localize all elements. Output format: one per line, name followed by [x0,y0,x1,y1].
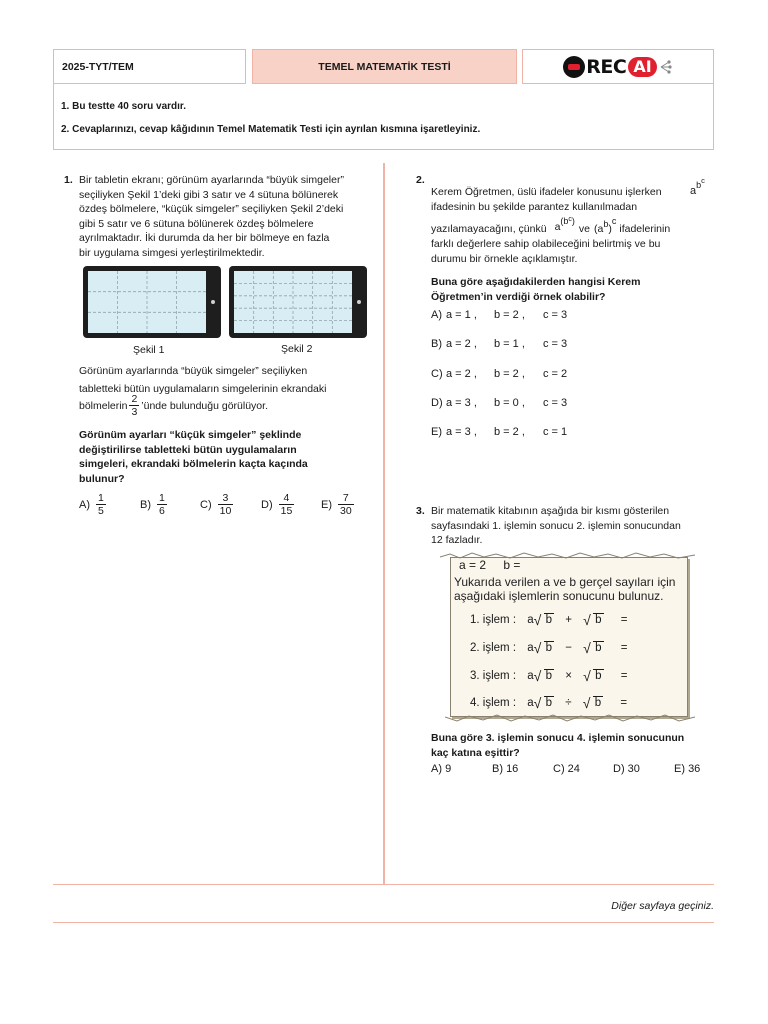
q2-question-line: Öğretmen’in verdiği örnek olabilir? [431,290,606,303]
exam-code-text: 2025-TYT/TEM [62,60,134,73]
sqrt-b [583,697,603,709]
q1-question-line: bulunur? [79,472,125,485]
q3-option-d[interactable] [613,763,640,775]
q2-line2: ifadesinin bu şekilde parantez kullanılmadan [431,201,638,213]
option-num: 1 [159,492,165,504]
option-fraction [218,492,234,518]
op-sign: − [565,642,572,654]
q1-option-c[interactable] [200,492,233,518]
expr-exp-b: b [696,180,702,190]
sqrt-b [534,614,554,626]
option-a-val: a = 2 , [446,368,477,380]
sqrt-b [534,670,554,682]
q1-line: seçiliyken Şekil 1’deki gibi 3 satır ve 4 sütuna bölünerek [79,188,339,201]
q1-line: özdeş bölmelere, “küçük simgeler” seçiliyken Şekil 2’deki [79,203,344,215]
sqrt-b-value: b [545,670,553,682]
option-c-val: c = 3 [543,397,568,409]
q1-line: bir uygulama simgesi yerleştirilmektedir. [79,246,265,259]
tablet-button-2 [357,300,361,304]
note-a-value: a = 2 [459,558,487,572]
option-b-val: b = 2 , [494,426,525,438]
option-c-val: c = 3 [543,338,568,350]
option-label: A) [431,309,442,321]
q2-question-line: Buna göre aşağıdakilerden hangisi Kerem [431,276,641,288]
q1-option-d[interactable] [261,492,294,518]
q1-line: gibi 5 satır ve 6 sütuna bölünerek özdeş bölmelere [79,217,314,230]
instruction-2: 2. Cevaplarınızı, cevap kâğıdının Temel Matematik Testi için ayrılan kısmına işaretleyiniz. [61,124,481,135]
sqrt-b-value: b [545,614,553,626]
option-a-val: a = 1 , [446,309,477,321]
fraction-two-thirds [129,393,139,419]
note-op-1 [470,614,627,626]
logo-rec-text: REC [586,55,627,78]
option-label: D) [431,397,443,409]
expr-base: a [690,185,697,197]
network-icon [659,59,673,75]
fig1-caption: Şekil 1 [133,344,165,356]
op-label: 4. işlem : [470,697,517,709]
q2-option-d[interactable] [431,397,568,409]
tablet-figure-2 [229,266,367,338]
logo-ai-text: AI [628,57,656,77]
note-desc [454,575,675,603]
sqrt-b [534,642,554,654]
option-label: A) [79,499,90,511]
instructions-box [53,84,714,150]
op-sign: ÷ [565,697,572,709]
op-var-a: a [527,642,534,654]
sqrt-b-value: b [594,697,602,709]
option-den: 6 [159,505,165,517]
option-den: 15 [280,505,293,517]
q1-question-line: değiştirilirse tabletteki bütün uygulamaların [79,443,297,456]
op-label: 2. işlem : [470,642,517,654]
option-value: 30 [627,763,640,775]
q2-option-a[interactable] [431,309,568,321]
sqrt-b-value: b [595,614,602,626]
option-value: 24 [567,763,580,775]
option-label: B) [492,763,503,775]
option-label: C) [553,763,565,775]
option-a-val: a = 3 , [446,397,477,409]
column-divider [383,163,385,885]
op-var-a: a [527,670,534,682]
option-den: 30 [340,505,352,517]
q1-fraction-line [79,393,268,419]
expr-paren-ab-c: (ab)c [594,216,617,235]
grid-5x6 [234,271,352,333]
q3-line: sayfasındaki 1. işlemin sonucu 2. işlemin sonucundan [431,519,681,532]
expr-exp-c: c [701,176,705,185]
option-label: B) [140,499,151,511]
q3-question-line: kaç katına eşittir? [431,746,520,759]
option-den: 10 [219,505,232,517]
option-label: E) [431,426,442,438]
op-label: 3. işlem : [470,670,517,682]
exam-code [53,49,246,84]
book-excerpt [450,557,688,717]
sqrt-b [534,697,554,709]
footer-divider-bottom [53,922,714,923]
q1-question [79,428,308,486]
note-op-4 [470,697,627,709]
note-b-value: b = [503,558,521,572]
option-c-val: c = 1 [543,426,568,438]
option-c-val: c = 3 [543,309,568,321]
q1-question-line: Görünüm ayarları “küçük simgeler” şeklinde [79,429,302,441]
fraction-num: 2 [131,393,138,405]
option-value: 16 [506,763,519,775]
expr-a-paren-bc [554,216,575,237]
q2-number: 2. [416,174,425,186]
option-b-val: b = 0 , [494,397,525,409]
op-equals: = [620,697,628,709]
q3-line: 12 fazladır. [431,534,483,546]
q2-line3-a: yazılamayacağını, çünkü [431,223,547,235]
sqrt-b-value: b [595,670,602,682]
q2-ve: ve [578,223,591,235]
q2-option-b[interactable] [431,338,568,350]
option-num: 3 [222,492,229,504]
next-page-note: Diğer sayfaya geçiniz. [611,900,714,912]
tablet-figure-1 [83,266,221,338]
option-b-val: b = 2 , [494,368,525,380]
q3-body [431,504,681,548]
q3-option-a[interactable] [431,763,451,775]
tablet-screen-1 [88,271,206,333]
q2-option-e[interactable] [431,426,568,438]
option-b-val: b = 2 , [494,309,525,321]
option-num: 4 [283,492,290,504]
op-equals: = [620,614,628,626]
q1-option-e[interactable] [321,492,354,518]
q1-after [79,363,326,397]
q2-expression-abc [690,176,705,197]
option-c-val: c = 2 [543,368,568,380]
option-b-val: b = 1 , [494,338,525,350]
q1-line: ayrılmaktadır. İki durumda da her bir bölmeye en fazla [79,232,330,244]
op-sign: × [565,670,572,682]
q3-option-b[interactable] [492,763,518,775]
op-var-a: a [527,614,534,626]
torn-edge-top [440,551,695,561]
option-num: 1 [98,492,104,504]
q2-question [431,275,640,304]
note-desc-line: Yukarıda verilen a ve b gerçel sayıları için [454,575,676,589]
q2-line4: farklı değerlere sahip olabileceğini belirtmiş ve bu [431,238,661,250]
op-equals: = [620,642,628,654]
option-value: 36 [688,763,701,775]
fraction-prefix: bölmelerin [79,399,128,412]
option-label: E) [321,499,332,511]
q1-option-a[interactable] [79,492,106,518]
fraction-suffix: ’ünde bulunduğu görülüyor. [141,399,268,412]
expr-exp-b: b [563,216,569,226]
q2-line3-b: ifadelerinin [619,223,671,235]
note-op-3 [470,670,627,682]
q1-line: Bir tabletin ekranı; görünüm ayarlarında “büyük simgeler” [79,174,344,186]
note-desc-line: aşağıdaki işlemlerin sonucunu bulunuz. [454,589,664,603]
option-fraction [279,492,295,518]
option-fraction [338,492,354,518]
note-op-2 [470,642,627,654]
grid-3x4 [88,271,206,333]
q3-option-e[interactable] [674,763,700,775]
tablet-button-1 [211,300,215,304]
q2-line1: Kerem Öğretmen, üslü ifadeler konusunu işlerken [431,186,662,198]
option-label: C) [431,368,443,380]
option-a-val: a = 3 , [446,426,477,438]
expr-exp-c: c [568,216,572,223]
sqrt-b [583,642,603,654]
expr-base: a [554,221,561,233]
expr-base: a [597,223,604,235]
q3-number: 3. [416,505,425,517]
q2-line5: durumu bir örnekle açıklamıştır. [431,253,578,265]
q3-option-c[interactable] [553,763,580,775]
op-sign: + [565,614,572,626]
q1-option-b[interactable] [140,492,167,518]
q1-number: 1. [64,174,73,186]
test-title [252,49,517,84]
q2-option-c[interactable] [431,368,568,380]
footer-divider-top [53,884,714,885]
sqrt-b-value: b [595,642,602,654]
q3-question [431,731,684,760]
logo-box [522,49,714,84]
q1-question-line: simgeleri, ekrandaki bölmelerin kaçta kaçında [79,458,308,470]
option-label: E) [674,763,685,775]
option-label: D) [613,763,625,775]
instruction-1: 1. Bu testte 40 soru vardır. [61,101,187,112]
option-den: 5 [98,505,104,517]
torn-edge-bottom [445,712,695,724]
expr-exp: $(b^c)$ [560,216,575,226]
op-label: 1. işlem : [470,614,517,626]
option-a-val: a = 2 , [446,338,477,350]
option-label: D) [261,499,273,511]
expr-exp-c: c [611,216,617,226]
q1-body [79,173,344,260]
q1-after-line: tabletteki bütün uygulamaların simgelerinin ekrandaki [79,383,327,395]
sqrt-b-value: b [545,642,553,654]
option-label: C) [200,499,212,511]
expr-exp-b: b [603,219,609,229]
logo-mark-icon [563,56,585,78]
option-fraction [96,492,106,518]
option-value: 9 [445,763,452,775]
test-title-text: TEMEL MATEMATİK TESTİ [318,60,451,73]
sqrt-b [583,614,603,626]
option-fraction [157,492,167,518]
q3-line: Bir matematik kitabının aşağıda bir kısmı gösterilen [431,505,670,517]
option-num: 7 [342,492,349,504]
recai-logo [563,55,672,79]
fraction-den: 3 [131,406,138,418]
option-label: B) [431,338,442,350]
op-equals: = [620,670,628,682]
q3-question-line: Buna göre 3. işlemin sonucu 4. işlemin sonucunun [431,732,685,744]
q2-line3 [431,216,671,237]
fig2-caption: Şekil 2 [281,343,313,355]
op-var-a: a [527,697,534,709]
option-label: A) [431,763,442,775]
sqrt-b [583,670,603,682]
q1-after-line: Görünüm ayarlarında “büyük simgeler” seçiliyken [79,365,308,377]
tablet-screen-2 [234,271,352,333]
sqrt-b-value: b [545,697,553,709]
